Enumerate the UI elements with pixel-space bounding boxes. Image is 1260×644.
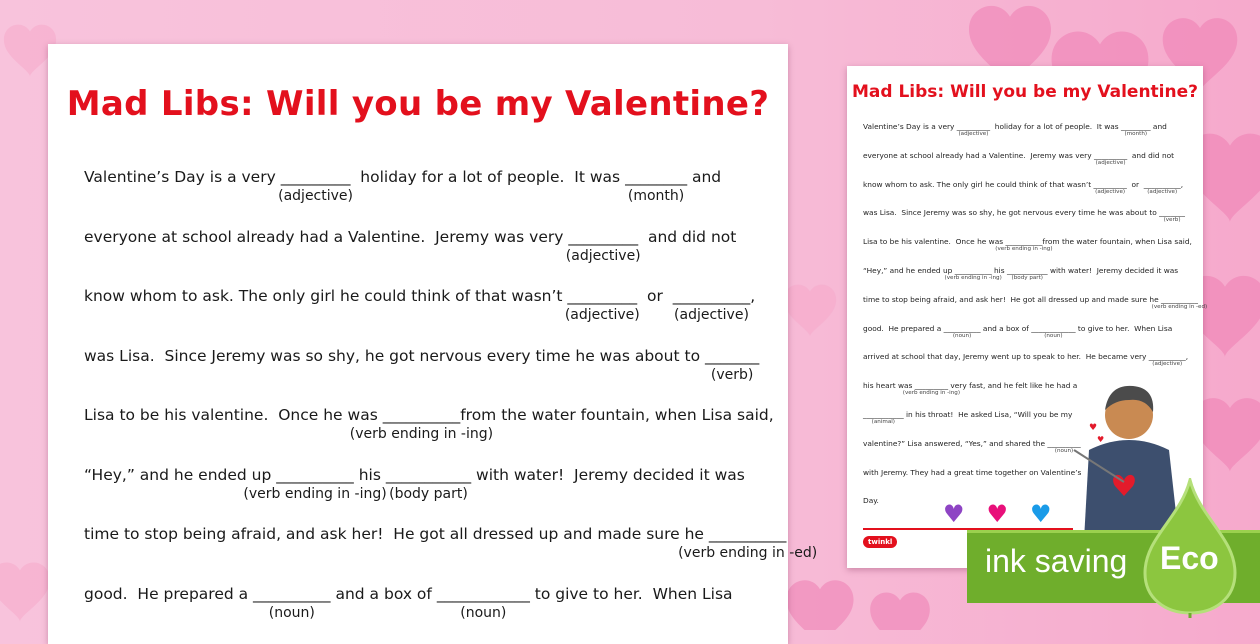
story-text-segment: to give to her. When Lisa [530, 585, 733, 603]
word-type-label: (verb ending in -ed) [1152, 304, 1208, 310]
blank-line: _________ [915, 381, 948, 390]
word-type-label: (adjective) [566, 248, 641, 264]
fill-in-blank[interactable] [1094, 180, 1127, 189]
story-text-segment: everyone at school already had a Valentine. Jeremy was very [863, 151, 1094, 160]
story-line [863, 151, 1198, 180]
word-type-label: (adjective) [1095, 189, 1125, 195]
story-text-segment: with water! Jeremy decided it was [1048, 266, 1179, 275]
blank-line: __________ [1144, 180, 1181, 189]
fill-in-blank[interactable] [673, 287, 751, 305]
word-type-label: (verb ending in -ing) [995, 246, 1052, 252]
fill-in-blank[interactable] [567, 287, 637, 305]
worksheet-title: Mad Libs: Will you be my Valentine? [48, 84, 788, 124]
blank-line: _______ [705, 347, 759, 365]
blank-line: ________ [625, 168, 687, 186]
fill-in-blank[interactable] [1031, 324, 1075, 333]
story-line [84, 347, 786, 407]
word-type-label: (verb ending in -ed) [678, 545, 817, 561]
story-text-segment: was Lisa. Since Jeremy was so shy, he got nervous every time he was about to [84, 347, 705, 365]
word-type-label: (body part) [1012, 275, 1043, 281]
story-line [863, 208, 1198, 237]
blank-line: __________ [1149, 352, 1186, 361]
story-line [863, 295, 1198, 324]
word-type-label: (noun) [1055, 448, 1073, 454]
fill-in-blank[interactable] [281, 168, 351, 186]
blank-line: _________ [281, 168, 351, 186]
word-type-label: (animal) [872, 419, 895, 425]
word-type-label: (adjective) [278, 188, 353, 204]
word-type-label: (noun) [269, 605, 315, 621]
word-type-label: (month) [628, 188, 684, 204]
blank-line: __________ [276, 466, 354, 484]
story-text-segment: and [687, 168, 721, 186]
fill-in-blank[interactable] [1149, 352, 1186, 361]
svg-text:♥: ♥ [1097, 435, 1104, 444]
word-type-label: (noun) [1044, 333, 1062, 339]
story-text-segment: Day. [863, 496, 879, 505]
story-line [84, 585, 786, 644]
story-text-segment: Lisa to be his valentine. Once he was [84, 406, 383, 424]
hearts-row [943, 502, 1052, 526]
blank-line: __________ [1005, 237, 1042, 246]
twinkl-logo: twinkl [863, 536, 897, 548]
word-type-label: (adjective) [1096, 160, 1126, 166]
blank-line: ____________ [437, 585, 530, 603]
fill-in-blank[interactable] [709, 525, 787, 543]
fill-in-blank[interactable] [568, 228, 638, 246]
story-text-segment: , [750, 287, 755, 305]
word-type-label: (noun) [460, 605, 506, 621]
story-text-segment: his [354, 466, 386, 484]
word-type-label: (body part) [389, 486, 468, 502]
story-text-segment: and a box of [981, 324, 1032, 333]
story-line [84, 525, 786, 585]
story-text-segment: holiday for a lot of people. It was [990, 122, 1121, 131]
story-text-segment: good. He prepared a [863, 324, 944, 333]
blank-line: __________ [944, 324, 981, 333]
story-text-segment: in his throat! He asked Lisa, “Will you be my [904, 410, 1073, 419]
word-type-label: (adjective) [1147, 189, 1177, 195]
fill-in-blank[interactable] [276, 466, 354, 484]
story-text-segment: or [637, 287, 673, 305]
fill-in-blank[interactable] [1161, 295, 1198, 304]
story-text-segment: , [1186, 352, 1188, 361]
story-text-segment: valentine?” Lisa answered, “Yes,” and shared the [863, 439, 1047, 448]
story-text-segment: and did not [638, 228, 736, 246]
word-type-label: (verb) [1164, 217, 1181, 223]
ink-saving-label: ink saving [985, 543, 1127, 580]
fill-in-blank[interactable] [437, 585, 530, 603]
story-text-segment: his [992, 266, 1007, 275]
worksheet-page-large [48, 44, 788, 644]
story-line [863, 122, 1198, 151]
story-text-segment: know whom to ask. The only girl he could think of that wasn’t [863, 180, 1094, 189]
story-line [863, 266, 1198, 295]
blank-line: __________ [1161, 295, 1198, 304]
fill-in-blank[interactable] [1094, 151, 1127, 160]
word-type-label: (verb ending in -ing) [903, 390, 960, 396]
story-text-segment: know whom to ask. The only girl he could think of that wasn’t [84, 287, 567, 305]
fill-in-blank[interactable] [383, 406, 461, 424]
story-line [84, 466, 786, 526]
word-type-label: (adjective) [1152, 361, 1182, 367]
blank-line: __________ [709, 525, 787, 543]
story-text-segment: and a box of [331, 585, 437, 603]
story-text-segment: was Lisa. Since Jeremy was so shy, he got nervous every time he was about to [863, 208, 1159, 217]
fill-in-blank[interactable] [944, 324, 981, 333]
blank-line: ____________ [1031, 324, 1075, 333]
story-line [863, 324, 1198, 353]
blank-line: __________ [253, 585, 331, 603]
blank-line: _________ [1047, 439, 1080, 448]
story-text-segment: , [1181, 180, 1183, 189]
purple-heart-icon: ♥ [943, 502, 965, 526]
story-line [84, 228, 786, 288]
blank-line: ___________ [1007, 266, 1048, 275]
blank-line: _________ [568, 228, 638, 246]
fill-in-blank[interactable] [705, 347, 759, 365]
word-type-label: (adjective) [565, 307, 640, 323]
fill-in-blank[interactable] [915, 381, 948, 390]
blank-line: _________ [1094, 180, 1127, 189]
word-type-label: (adjective) [958, 131, 988, 137]
fill-in-blank[interactable] [1159, 208, 1185, 217]
story-line [84, 287, 786, 347]
blank-line: __________ [955, 266, 992, 275]
story-text-segment: good. He prepared a [84, 585, 253, 603]
fill-in-blank[interactable] [1144, 180, 1181, 189]
story-text [84, 168, 786, 644]
story-text-segment: with water! Jeremy decided it was [471, 466, 745, 484]
blank-line: ___________ [386, 466, 471, 484]
fill-in-blank[interactable] [1005, 237, 1042, 246]
word-type-label: (verb ending in -ing) [945, 275, 1002, 281]
fill-in-blank[interactable] [625, 168, 687, 186]
story-text-segment: Valentine’s Day is a very [84, 168, 281, 186]
fill-in-blank[interactable] [386, 466, 471, 484]
eco-label: Eco [1160, 540, 1219, 577]
fill-in-blank[interactable] [863, 410, 904, 419]
story-text-segment: arrived at school that day, Jeremy went up to speak to her. He became very [863, 352, 1149, 361]
story-text-segment: “Hey,” and he ended up [863, 266, 955, 275]
pink-heart-icon: ♥ [987, 502, 1009, 526]
blue-heart-icon: ♥ [1030, 502, 1052, 526]
svg-text:♥: ♥ [1089, 423, 1097, 433]
blank-line: _________ [567, 287, 637, 305]
story-text-segment: with Jeremy. They had a great time together on Valentine’s [863, 468, 1081, 477]
story-text-segment: Lisa to be his valentine. Once he was [863, 237, 1005, 246]
word-type-label: (noun) [953, 333, 971, 339]
story-text-segment: and did not [1127, 151, 1174, 160]
fill-in-blank[interactable] [253, 585, 331, 603]
word-type-label: (verb ending in -ing) [350, 426, 493, 442]
word-type-label: (verb ending in -ing) [243, 486, 386, 502]
story-text-segment: everyone at school already had a Valentine. Jeremy was very [84, 228, 568, 246]
story-text-segment: Valentine’s Day is a very [863, 122, 957, 131]
blank-line: __________ [673, 287, 751, 305]
story-text-segment: time to stop being afraid, and ask her! He got all dressed up and made sure he [84, 525, 709, 543]
story-text-segment: from the water fountain, when Lisa said, [460, 406, 773, 424]
story-text-segment: to give to her. When Lisa [1076, 324, 1173, 333]
story-text-segment: his heart was [863, 381, 915, 390]
fill-in-blank[interactable] [1007, 266, 1048, 275]
story-text-segment: or [1127, 180, 1144, 189]
blank-line: _________ [1094, 151, 1127, 160]
story-text-segment: very fast, and he felt like he had a [948, 381, 1077, 390]
fill-in-blank[interactable] [1121, 122, 1151, 131]
blank-line: __________ [383, 406, 461, 424]
word-type-label: (adjective) [674, 307, 749, 323]
blank-line: _________ [957, 122, 990, 131]
story-line [84, 406, 786, 466]
fill-in-blank[interactable] [955, 266, 992, 275]
word-type-label: (month) [1125, 131, 1148, 137]
blank-line: ___________ [863, 410, 904, 419]
fill-in-blank[interactable] [957, 122, 990, 131]
story-text-segment: holiday for a lot of people. It was [350, 168, 625, 186]
story-line [863, 237, 1198, 266]
story-text-segment: from the water fountain, when Lisa said, [1042, 237, 1191, 246]
blank-line: _______ [1159, 208, 1185, 217]
story-text-segment: time to stop being afraid, and ask her! He got all dressed up and made sure he [863, 295, 1161, 304]
story-text-segment: “Hey,” and he ended up [84, 466, 276, 484]
story-line [863, 180, 1198, 209]
blank-line: ________ [1121, 122, 1151, 131]
worksheet-title-preview: Mad Libs: Will you be my Valentine? [847, 82, 1203, 102]
story-text-segment: and [1151, 122, 1167, 131]
story-line [84, 168, 786, 228]
word-type-label: (verb) [711, 367, 753, 383]
